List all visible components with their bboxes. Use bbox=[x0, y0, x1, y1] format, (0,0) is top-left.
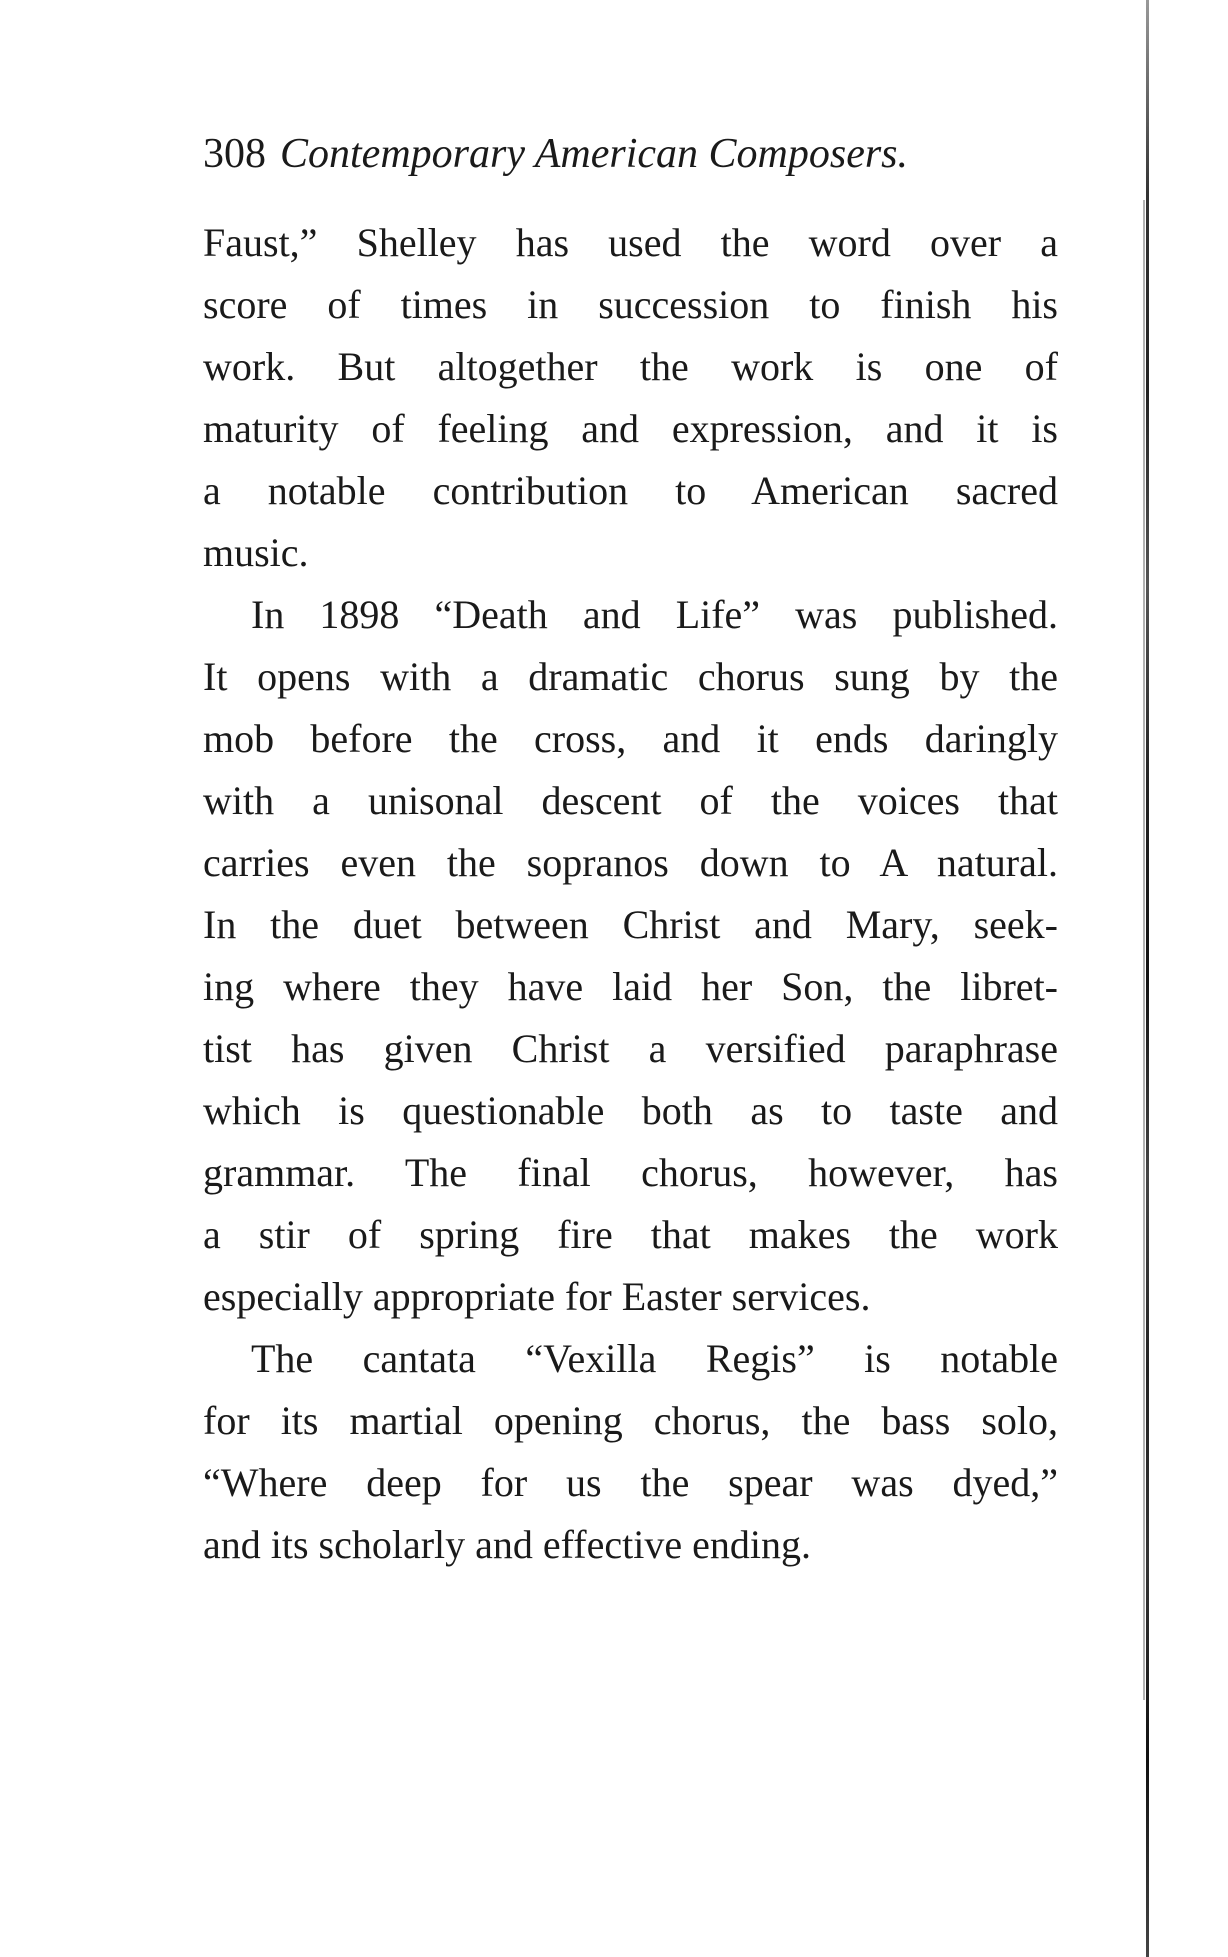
text-line: especially appropriate for Easter services. bbox=[203, 1274, 871, 1319]
text-line: and its scholarly and effective ending. bbox=[203, 1522, 811, 1567]
text-line: In 1898 “Death and Life” was published. bbox=[251, 592, 1058, 637]
page-number: 308 bbox=[203, 131, 266, 177]
text-line: music. bbox=[203, 530, 309, 575]
text-line: which is questionable both as to taste and bbox=[203, 1088, 1058, 1133]
text-line: work. But altogether the work is one of bbox=[203, 344, 1058, 389]
text-line: It opens with a dramatic chorus sung by the bbox=[203, 654, 1058, 699]
text-line: maturity of feeling and expression, and it is bbox=[203, 406, 1058, 451]
text-line: grammar. The final chorus, however, has bbox=[203, 1150, 1058, 1195]
binding-edge-shadow bbox=[1143, 200, 1145, 1700]
text-line: The cantata “Vexilla Regis” is notable bbox=[251, 1336, 1058, 1381]
text-line: ing where they have laid her Son, the libret- bbox=[203, 964, 1058, 1009]
binding-edge bbox=[1146, 0, 1149, 1957]
text-line: carries even the sopranos down to A natural. bbox=[203, 840, 1058, 885]
text-line: Faust,” Shelley has used the word over a bbox=[203, 220, 1058, 265]
text-line: “Where deep for us the spear was dyed,” bbox=[203, 1460, 1058, 1505]
body-text bbox=[203, 212, 1058, 1576]
text-line: with a unisonal descent of the voices that bbox=[203, 778, 1058, 823]
text-line: mob before the cross, and it ends daringly bbox=[203, 716, 1058, 761]
running-title: Contemporary American Composers. bbox=[280, 131, 909, 177]
text-line: a notable contribution to American sacred bbox=[203, 468, 1058, 513]
paragraph bbox=[203, 584, 1058, 1328]
text-line: score of times in succession to finish his bbox=[203, 282, 1058, 327]
text-line: In the duet between Christ and Mary, seek- bbox=[203, 902, 1058, 947]
text-line: tist has given Christ a versified paraphrase bbox=[203, 1026, 1058, 1071]
running-head bbox=[203, 128, 908, 180]
text-line: a stir of spring fire that makes the work bbox=[203, 1212, 1058, 1257]
text-line: for its martial opening chorus, the bass solo, bbox=[203, 1398, 1058, 1443]
paragraph bbox=[203, 1328, 1058, 1576]
paragraph bbox=[203, 212, 1058, 584]
